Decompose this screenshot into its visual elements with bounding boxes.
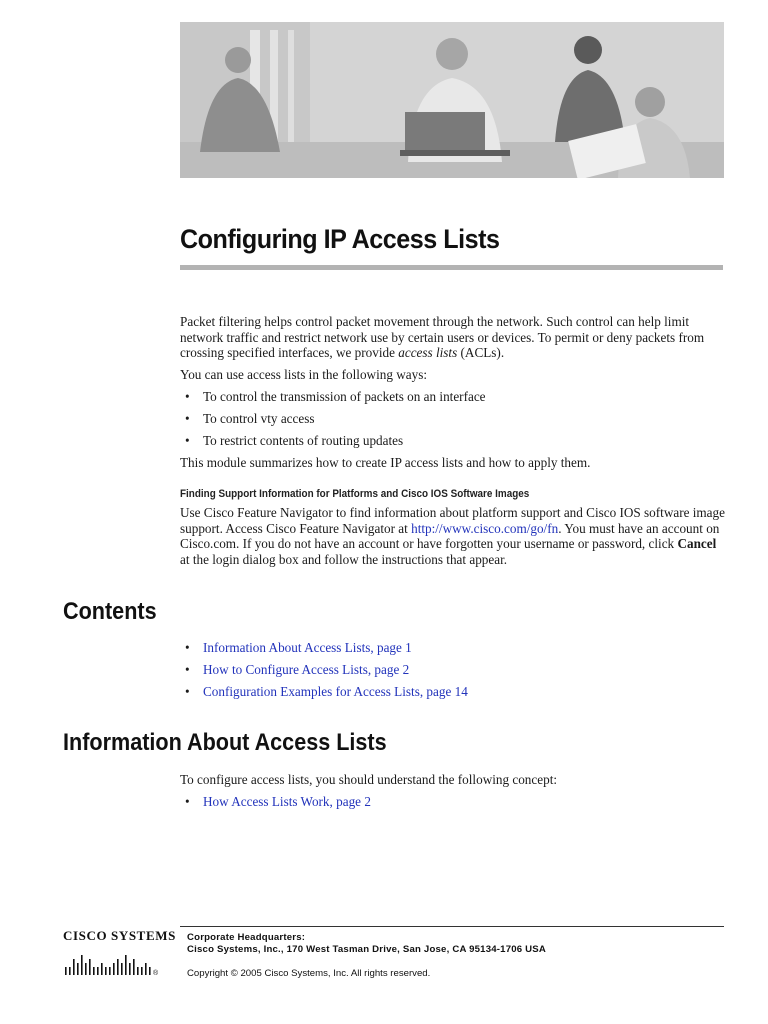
uses-intro: You can use access lists in the following ways:	[180, 367, 427, 382]
support-text-before: Use Cisco Feature Navigator to find information about platform support and Cisco IOS software image support. Access Cisco Feature Navigator at	[180, 505, 725, 536]
contents-link-information[interactable]: Information About Access Lists, page 1	[203, 640, 412, 655]
support-text-middle: . You must have an account on Cisco.com. If you do not have an account or have forgotten your username or password, click	[180, 520, 720, 552]
bullet-icon: •	[185, 433, 190, 448]
list-item	[180, 684, 725, 706]
footer-divider	[180, 926, 724, 927]
bullet-icon: •	[185, 794, 190, 809]
info-link-how-access-lists-work[interactable]: How Access Lists Work, page 2	[203, 794, 371, 809]
hq-label: Corporate Headquarters:	[187, 932, 306, 943]
list-item-text: To control vty access	[203, 411, 315, 426]
contents-link-configuration-examples[interactable]: Configuration Examples for Access Lists, page 14	[203, 684, 468, 699]
cisco-logo	[63, 928, 176, 980]
list-item	[180, 794, 725, 816]
intro-term: access lists	[398, 345, 458, 361]
list-item	[180, 433, 725, 455]
intro-text-before: Packet filtering helps control packet movement through the network. Such control can help limit network traffic and restrict network use by certain users or devices. To permit or deny packets from crossing specified interfaces, we provide	[180, 314, 705, 361]
support-heading: Finding Support Information for Platforms and Cisco IOS Software Images	[180, 488, 530, 500]
bullet-icon: •	[185, 411, 190, 426]
page-title: Configuring IP Access Lists	[180, 224, 500, 254]
cancel-term: Cancel	[677, 536, 717, 552]
summary-paragraph: This module summarizes how to create IP access lists and how to apply them.	[180, 455, 591, 470]
list-item	[180, 640, 725, 662]
info-heading: Information About Access Lists	[63, 729, 387, 756]
support-paragraph	[180, 505, 725, 567]
bullet-icon: •	[185, 684, 190, 699]
registered-mark: ®	[153, 970, 159, 977]
contents-list	[180, 640, 725, 706]
bullet-icon: •	[185, 640, 190, 655]
title-divider	[180, 265, 723, 270]
intro-paragraph	[180, 314, 725, 361]
list-item	[180, 389, 725, 411]
cisco-bridge-logo-icon	[63, 949, 161, 977]
hero-photo	[180, 22, 724, 178]
contents-link-how-to-configure[interactable]: How to Configure Access Lists, page 2	[203, 662, 410, 677]
hq-address: Cisco Systems, Inc., 170 West Tasman Drive, San Jose, CA 95134-1706 USA	[187, 944, 547, 955]
uses-list	[180, 389, 725, 455]
list-item-text: To control the transmission of packets on an interface	[203, 389, 486, 404]
info-list	[180, 794, 725, 816]
contents-heading: Contents	[63, 598, 157, 625]
intro-text-after: (ACLs).	[457, 345, 505, 361]
logo-wordmark: CISCO SYSTEMS	[63, 928, 176, 943]
list-item-text: To restrict contents of routing updates	[203, 433, 404, 448]
info-intro: To configure access lists, you should understand the following concept:	[180, 772, 558, 787]
list-item	[180, 662, 725, 684]
copyright: Copyright © 2005 Cisco Systems, Inc. All rights reserved.	[187, 968, 431, 979]
list-item	[180, 411, 725, 433]
support-text-after: at the login dialog box and follow the instructions that appear.	[180, 551, 508, 567]
bullet-icon: •	[185, 389, 190, 404]
hero-photo-illustration	[180, 22, 724, 178]
bullet-icon: •	[185, 662, 190, 677]
feature-navigator-link[interactable]: http://www.cisco.com/go/fn	[411, 520, 559, 536]
